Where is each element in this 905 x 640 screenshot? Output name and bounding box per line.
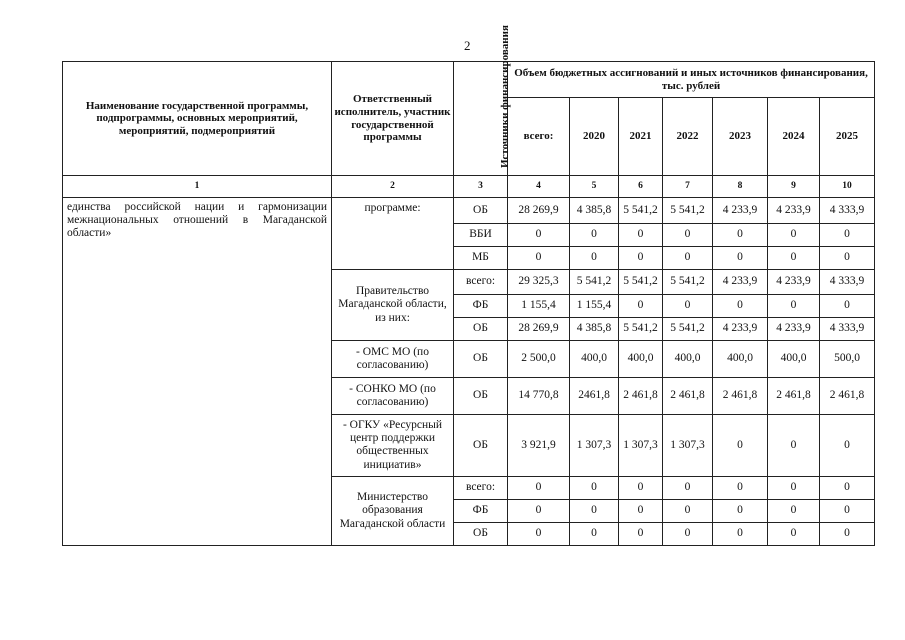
column-index: 7 — [663, 176, 713, 198]
header-year: 2020 — [570, 98, 619, 176]
year-value-cell: 4 385,8 — [570, 198, 619, 224]
source-cell: всего: — [454, 270, 508, 295]
executor-cell: - ОГКУ «Ресурсный центр поддержки общественных инициатив» — [332, 415, 454, 477]
source-cell: всего: — [454, 477, 508, 500]
executor-cell: - ОМС МО (по согласованию) — [332, 341, 454, 378]
column-index: 5 — [570, 176, 619, 198]
year-value-cell: 0 — [820, 224, 875, 247]
data-row — [63, 198, 875, 224]
year-value-cell: 0 — [713, 295, 768, 318]
year-value-cell: 2 461,8 — [768, 378, 820, 415]
source-cell: ОБ — [454, 198, 508, 224]
year-value-cell: 0 — [768, 224, 820, 247]
year-value-cell: 0 — [663, 477, 713, 500]
header-budget-group: Объем бюджетных ассигнований и иных источников финансирования, тыс. рублей — [508, 62, 875, 98]
year-value-cell: 0 — [570, 247, 619, 270]
year-value-cell: 400,0 — [713, 341, 768, 378]
year-value-cell: 0 — [713, 523, 768, 546]
year-value-cell: 0 — [713, 415, 768, 477]
year-value-cell: 4 233,9 — [713, 198, 768, 224]
year-value-cell: 0 — [663, 224, 713, 247]
header-year: 2025 — [820, 98, 875, 176]
column-index: 8 — [713, 176, 768, 198]
header-name-cell: Наименование государственной программы, подпрограммы, основных мероприятий, мероприятий, подмероприятий — [63, 62, 332, 176]
total-value-cell: 3 921,9 — [508, 415, 570, 477]
year-value-cell: 4 385,8 — [570, 318, 619, 341]
year-value-cell: 0 — [619, 523, 663, 546]
header-source-cell — [454, 24, 511, 176]
source-cell: ОБ — [454, 415, 508, 477]
year-value-cell: 1 307,3 — [663, 415, 713, 477]
header-year: 2022 — [663, 98, 713, 176]
year-value-cell: 0 — [713, 500, 768, 523]
executor-cell: Министерство образования Магаданской области — [332, 477, 454, 546]
year-value-cell: 4 233,9 — [768, 198, 820, 224]
year-value-cell: 0 — [570, 500, 619, 523]
total-value-cell: 0 — [508, 247, 570, 270]
year-value-cell: 4 233,9 — [713, 318, 768, 341]
program-name-cell: единства российской нации и гармонизации межнациональных отношений в Магаданской области» — [63, 198, 332, 546]
year-value-cell: 0 — [619, 295, 663, 318]
column-index: 10 — [820, 176, 875, 198]
executor-cell: программе: — [332, 198, 454, 270]
year-value-cell: 0 — [768, 295, 820, 318]
year-value-cell: 4 233,9 — [768, 318, 820, 341]
year-value-cell: 0 — [820, 500, 875, 523]
year-value-cell: 5 541,2 — [619, 198, 663, 224]
year-value-cell: 400,0 — [768, 341, 820, 378]
source-cell: ФБ — [454, 295, 508, 318]
year-value-cell: 0 — [619, 247, 663, 270]
year-value-cell: 0 — [820, 523, 875, 546]
year-value-cell: 2 461,8 — [820, 378, 875, 415]
year-value-cell: 0 — [570, 523, 619, 546]
year-value-cell: 5 541,2 — [619, 270, 663, 295]
year-value-cell: 2 461,8 — [713, 378, 768, 415]
year-value-cell: 0 — [619, 477, 663, 500]
year-value-cell: 500,0 — [820, 341, 875, 378]
year-value-cell: 5 541,2 — [663, 198, 713, 224]
header-year: 2024 — [768, 98, 820, 176]
source-cell: ОБ — [454, 523, 508, 546]
year-value-cell: 0 — [820, 415, 875, 477]
year-value-cell: 0 — [663, 247, 713, 270]
year-value-cell: 5 541,2 — [570, 270, 619, 295]
year-value-cell: 5 541,2 — [663, 318, 713, 341]
year-value-cell: 0 — [713, 477, 768, 500]
year-value-cell: 1 307,3 — [570, 415, 619, 477]
year-value-cell: 4 333,9 — [820, 318, 875, 341]
year-value-cell: 4 333,9 — [820, 270, 875, 295]
year-value-cell: 0 — [768, 415, 820, 477]
total-value-cell: 1 155,4 — [508, 295, 570, 318]
year-value-cell: 400,0 — [619, 341, 663, 378]
column-index: 9 — [768, 176, 820, 198]
year-value-cell: 0 — [713, 247, 768, 270]
column-index: 1 — [63, 176, 332, 198]
page-number: 2 — [464, 38, 471, 53]
year-value-cell: 0 — [713, 224, 768, 247]
executor-cell: Правительство Магаданской области, из них: — [332, 270, 454, 341]
column-index: 2 — [332, 176, 454, 198]
year-value-cell: 0 — [570, 224, 619, 247]
header-source-label: Источники финансирования — [498, 24, 511, 168]
total-value-cell: 28 269,9 — [508, 318, 570, 341]
year-value-cell: 4 233,9 — [713, 270, 768, 295]
year-value-cell: 5 541,2 — [663, 270, 713, 295]
year-value-cell: 2 461,8 — [619, 378, 663, 415]
year-value-cell: 0 — [768, 247, 820, 270]
year-value-cell: 400,0 — [663, 341, 713, 378]
header-executor-cell: Ответственный исполнитель, участник государственной программы — [332, 62, 454, 176]
source-cell: ОБ — [454, 341, 508, 378]
source-cell: ОБ — [454, 378, 508, 415]
total-value-cell: 0 — [508, 224, 570, 247]
total-value-cell: 2 500,0 — [508, 341, 570, 378]
total-value-cell: 29 325,3 — [508, 270, 570, 295]
total-value-cell: 14 770,8 — [508, 378, 570, 415]
column-index: 6 — [619, 176, 663, 198]
year-value-cell: 0 — [619, 500, 663, 523]
total-value-cell: 28 269,9 — [508, 198, 570, 224]
header-year: 2023 — [713, 98, 768, 176]
column-index-row — [63, 176, 875, 198]
total-value-cell: 0 — [508, 500, 570, 523]
year-value-cell: 0 — [768, 523, 820, 546]
year-value-cell: 2461,8 — [570, 378, 619, 415]
year-value-cell: 0 — [663, 295, 713, 318]
year-value-cell: 2 461,8 — [663, 378, 713, 415]
year-value-cell: 0 — [570, 477, 619, 500]
year-value-cell: 1 155,4 — [570, 295, 619, 318]
executor-cell: - СОНКО МО (по согласованию) — [332, 378, 454, 415]
year-value-cell: 0 — [663, 523, 713, 546]
year-value-cell: 0 — [768, 477, 820, 500]
source-cell: ФБ — [454, 500, 508, 523]
total-value-cell: 0 — [508, 477, 570, 500]
year-value-cell: 0 — [768, 500, 820, 523]
year-value-cell: 4 233,9 — [768, 270, 820, 295]
year-value-cell: 400,0 — [570, 341, 619, 378]
year-value-cell: 0 — [619, 224, 663, 247]
year-value-cell: 0 — [663, 500, 713, 523]
year-value-cell: 4 333,9 — [820, 198, 875, 224]
header-total: всего: — [508, 98, 570, 176]
header-year: 2021 — [619, 98, 663, 176]
source-cell: ОБ — [454, 318, 508, 341]
budget-table — [62, 24, 875, 546]
source-cell: МБ — [454, 247, 508, 270]
year-value-cell: 0 — [820, 295, 875, 318]
column-index: 4 — [508, 176, 570, 198]
year-value-cell: 1 307,3 — [619, 415, 663, 477]
column-index: 3 — [454, 176, 508, 198]
year-value-cell: 5 541,2 — [619, 318, 663, 341]
year-value-cell: 0 — [820, 477, 875, 500]
total-value-cell: 0 — [508, 523, 570, 546]
source-cell: ВБИ — [454, 224, 508, 247]
year-value-cell: 0 — [820, 247, 875, 270]
